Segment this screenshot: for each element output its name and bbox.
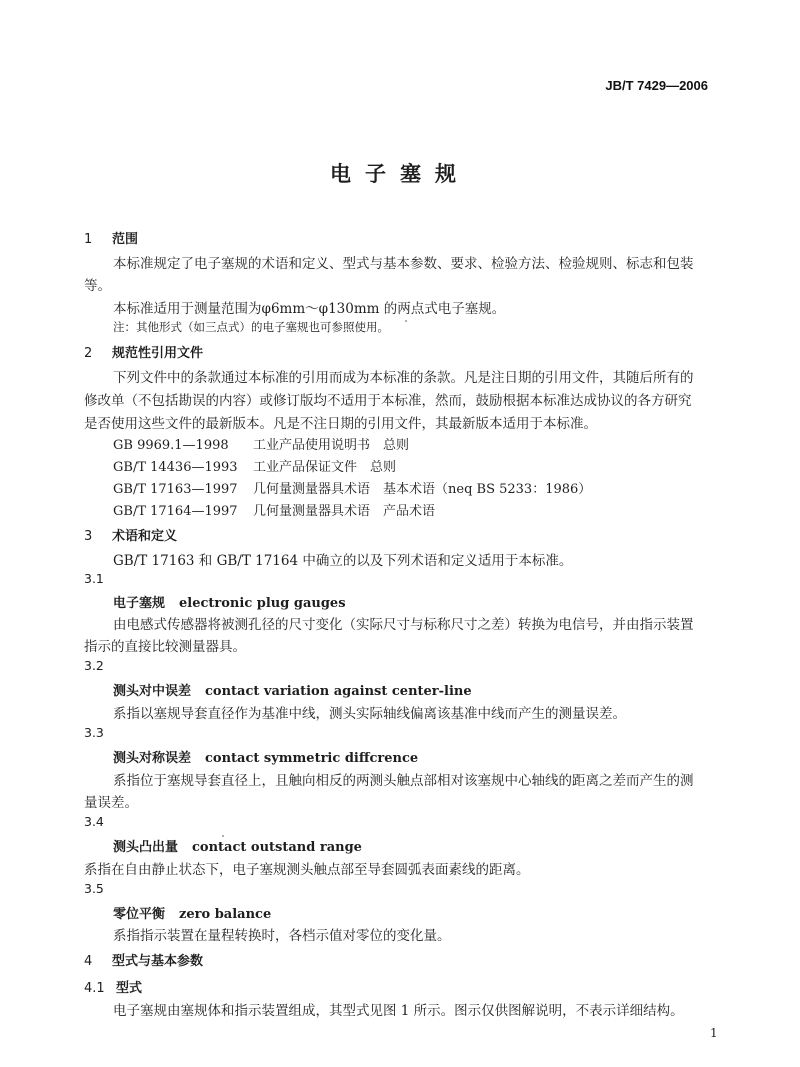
reference-title: 工业产品保证文件 总则 bbox=[253, 460, 397, 475]
reference-title: 几何量测量器具术语 产品术语 bbox=[253, 504, 436, 519]
section-2-para-line3: 是否使用这些文件的最新版本。凡是不注日期的引用文件，其最新版本适用于本标准。 bbox=[84, 416, 597, 432]
reference-code: GB/T 14436—1993 bbox=[113, 460, 238, 475]
reference-title: 几何量测量器具术语 基本术语（neq BS 5233：1986） bbox=[253, 482, 592, 497]
document-title: 电子塞规 bbox=[330, 162, 470, 186]
section-4-1-number: 4.1 bbox=[84, 981, 105, 996]
term-definition-line1: 系指以塞规导套直径作为基准中线，测头实际轴线偏离该基准中线而产生的测量误差。 bbox=[113, 706, 626, 722]
section-3-number: 3 bbox=[84, 529, 93, 544]
term-number: 3.4 bbox=[84, 814, 104, 829]
section-1-title: 范围 bbox=[112, 232, 139, 247]
term-zh: 测头对中误差 bbox=[113, 684, 192, 699]
term-number: 3.1 bbox=[84, 571, 104, 586]
term-en: electronic plug gauges bbox=[179, 596, 346, 611]
term-definition-line1: 系指指示装置在量程转换时，各档示值对零位的变化量。 bbox=[113, 928, 451, 944]
term-heading bbox=[113, 747, 418, 766]
section-4-number: 4 bbox=[84, 954, 93, 969]
term-definition-line1: 系指在自由静止状态下，电子塞规测头触点部至导套圆弧表面素线的距离。 bbox=[84, 862, 530, 878]
reference-item bbox=[113, 478, 591, 497]
section-3-title: 术语和定义 bbox=[112, 529, 178, 544]
term-zh: 测头对称误差 bbox=[113, 751, 192, 766]
section-1-para2: 本标准适用于测量范围为φ6mm～φ130mm 的两点式电子塞规。 bbox=[113, 301, 506, 317]
section-1-para1-line1: 本标准规定了电子塞规的术语和定义、型式与基本参数、要求、检验方法、检验规则、标志和包装 bbox=[113, 256, 694, 272]
section-3-intro: GB/T 17163 和 GB/T 17164 中确立的以及下列术语和定义适用于本标准。 bbox=[113, 553, 573, 569]
term-en: zero balance bbox=[179, 907, 272, 922]
reference-code: GB/T 17163—1997 bbox=[113, 482, 238, 497]
scan-speck bbox=[405, 320, 407, 322]
section-1-para1-line2: 等。 bbox=[84, 278, 111, 294]
term-heading bbox=[113, 836, 362, 855]
term-definition-line1: 系指位于塞规导套直径上，且触向相反的两测头触点部相对该塞规中心轴线的距离之差而产生的测 bbox=[113, 773, 694, 789]
term-heading bbox=[113, 903, 271, 922]
section-2-number: 2 bbox=[84, 346, 93, 361]
term-definition-line2: 量误差。 bbox=[84, 795, 138, 811]
reference-code: GB 9969.1—1998 bbox=[113, 438, 229, 453]
term-zh: 零位平衡 bbox=[113, 907, 166, 922]
term-heading bbox=[113, 592, 346, 611]
reference-code: GB/T 17164—1997 bbox=[113, 504, 238, 519]
section-4-title: 型式与基本参数 bbox=[112, 954, 204, 969]
section-4-heading bbox=[84, 950, 203, 969]
section-1-note: 注：其他形式（如三点式）的电子塞规也可参照使用。 bbox=[113, 320, 389, 334]
reference-item bbox=[113, 456, 396, 475]
term-number: 3.2 bbox=[84, 658, 104, 673]
reference-title: 工业产品使用说明书 总则 bbox=[253, 438, 410, 453]
section-4-1-title: 型式 bbox=[116, 981, 143, 996]
term-en: contact symmetric diffcrence bbox=[205, 751, 419, 766]
section-2-para-line1: 下列文件中的条款通过本标准的引用而成为本标准的条款。凡是注日期的引用文件，其随后所有的 bbox=[113, 370, 694, 386]
standard-number: JB/T 7429—2006 bbox=[605, 78, 708, 93]
term-number: 3.3 bbox=[84, 725, 104, 740]
term-zh: 测头凸出量 bbox=[113, 840, 179, 855]
term-zh: 电子塞规 bbox=[113, 596, 166, 611]
section-1-number: 1 bbox=[84, 232, 93, 247]
term-en: contact outstand range bbox=[192, 840, 362, 855]
scan-speck bbox=[222, 835, 224, 837]
page-number: 1 bbox=[710, 1026, 718, 1040]
section-3-heading bbox=[84, 525, 177, 544]
term-number: 3.5 bbox=[84, 881, 104, 896]
section-4-para: 电子塞规由塞规体和指示装置组成，其型式见图 1 所示。图示仅供图解说明，不表示详细结构。 bbox=[113, 1003, 684, 1019]
term-heading bbox=[113, 680, 472, 699]
term-definition-line2: 指示的直接比较测量器具。 bbox=[84, 639, 246, 655]
term-en: contact variation against center-line bbox=[205, 684, 472, 699]
section-4-1-heading bbox=[84, 977, 142, 996]
reference-item bbox=[113, 434, 409, 453]
section-2-para-line2: 修改单（不包括勘误的内容）或修订版均不适用于本标准，然而，鼓励根据本标准达成协议的各方研究 bbox=[84, 393, 692, 409]
section-2-title: 规范性引用文件 bbox=[112, 346, 204, 361]
term-definition-line1: 由电感式传感器将被测孔径的尺寸变化（实际尺寸与标称尺寸之差）转换为电信号，并由指示装置 bbox=[113, 617, 694, 633]
section-1-heading bbox=[84, 228, 138, 247]
reference-item bbox=[113, 500, 435, 519]
section-2-heading bbox=[84, 342, 203, 361]
